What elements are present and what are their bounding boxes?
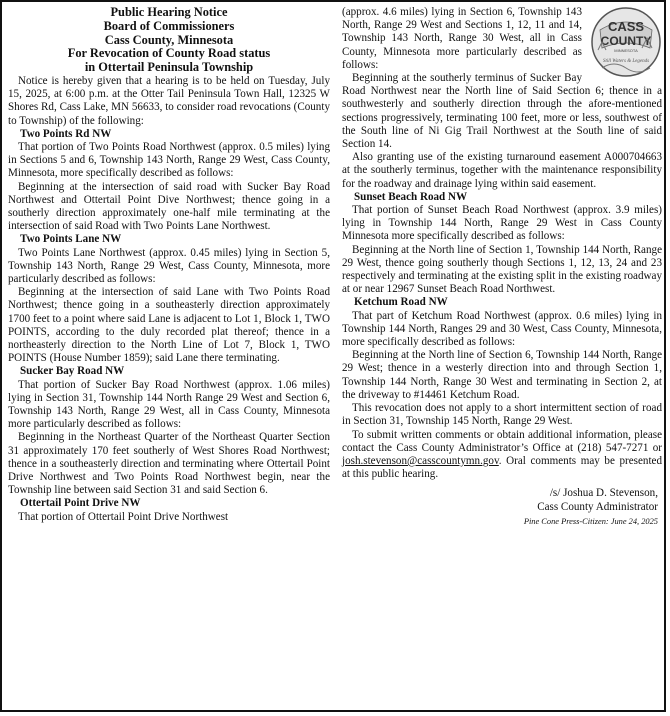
contact-text-after: . Oral comments may be presented at this public hearing. (342, 454, 662, 481)
logo-word-minnesota: MINNESOTA (614, 48, 638, 53)
cass-county-logo (586, 4, 666, 80)
contact-paragraph (342, 429, 662, 482)
ottertail-point-description-continued: (approx. 4.6 miles) lying in Section 6, Township 143 North, Range 29 West and Sections 1, 12, 11 and 14, Township 143 North, Range 30 West, all in Cass County, Minnesota more particularly described as follows: (342, 6, 582, 71)
sucker-bay-route: Beginning in the Northeast Quarter of the Northeast Quarter Section 31 approximately 170 feet southerly of West Shores Road Northwest; thence in a southeasterly direction and terminating where Ottertail Point Drive Northwest and Two Points Road Northwest begin, near the Township line between said Section 31 and said Section 6. (8, 431, 330, 497)
notice-board: Board of Commissioners (103, 18, 235, 33)
ketchum-description: That part of Ketchum Road Northwest (approx. 0.6 miles) lying in Township 144 North, Ranges 29 and 30 West, Cass County, Minnesota, more specifically described as follows: (342, 309, 662, 349)
signature-title: Cass County Administrator (537, 500, 658, 513)
right-column (342, 6, 662, 528)
ottertail-point-route: Beginning at the southerly terminus of Sucker Bay Road Northwest near the North line of Said Section 6; thence in a southwesterly and southerly direction through the afore-mentioned sections progressively, terminating 100 feet, more or less, southwest of the South line of Ni Gig Trail Northwest at the South line of said Section 14. (342, 72, 662, 151)
logo-word-cass: CASS (607, 19, 645, 34)
cass-county-emblem-icon (586, 4, 666, 80)
ketchum-route: Beginning at the North line of Section 6, Township 144 North, Range 29 West; thence in a westerly direction into and through Section 1, Township 144 North, Range 30 West and terminating in Section 2, at the driveway to #14461 Ketchum Road. (342, 349, 662, 401)
logo-tagline: Still Waters & Legends (602, 59, 650, 64)
left-column (8, 6, 330, 524)
section-heading-two-points-ln: Two Points Lane NW (20, 233, 122, 246)
two-points-rd-route: Beginning at the intersection of said road with Sucker Bay Road Northwest and Ottertail Point Dive Northwest; thence going in a southerly direction approximately one-half mile terminating at the intersection of said Road with Two Points Lane Northwest. (8, 180, 330, 233)
notice-purpose: For Revocation of County Road status (67, 46, 271, 61)
two-points-ln-route: Beginning at the intersection of said Lane with Two Points Road Northwest; thence going in a southeasterly direction approximately 1700 feet to a point where said Lane is adjacent to Lot 1, Block 1, TWO POINTS, according to the duly recorded plat thereof; thence in a northeasterly direction to the North Line of Lot 7, Block 1, TWO POINTS (House Number 1859); said Lane there terminating. (8, 286, 330, 365)
notice-county: Cass County, Minnesota (104, 32, 234, 47)
two-points-rd-description: That portion of Two Points Road Northwest (approx. 0.5 miles) lying in Sections 5 and 6, Township 143 North, Range 29 West, Cass County, Minnesota, more specifically described as follows: (8, 141, 330, 180)
section-heading-ketchum: Ketchum Road NW (354, 296, 448, 309)
section-heading-ottertail-point: Ottertail Point Drive NW (20, 497, 141, 510)
signature-name: /s/ Joshua D. Stevenson, (549, 487, 658, 500)
signature-block (342, 487, 662, 513)
revocation-exception: This revocation does not apply to a short intermittent section of road in Section 31, Township 145 North, Range 29 West. (342, 402, 662, 428)
notice-township: in Ottertail Peninsula Township (84, 60, 254, 75)
intro-paragraph: Notice is hereby given that a hearing is to be held on Tuesday, July 15, 2025, at 6:00 p.m. at the Otter Tail Peninsula Town Hall, 12325 W Shores Rd, Cass Lake, MN 56633, to consider road revocations (County to Township) of the following: (8, 74, 330, 127)
logo-word-county: COUNTY (600, 34, 652, 48)
ottertail-point-description: That portion of Ottertail Point Drive Northwest (18, 510, 229, 523)
sunset-beach-route: Beginning at the North line of Section 1, Township 144 North, Range 29 West, thence going southerly though Sections 1, 12, 13, 24 and 23 respectively and terminating at the existing split in the existing roadway at or near 12967 Sunset Beach Road Northwest. (342, 243, 662, 296)
contact-text-before: To submit written comments or obtain additional information, please contact the Cass County Administrator’s Office at (218) 547-7271 or (342, 428, 662, 454)
publication-line: Pine Cone Press-Citizen: June 24, 2025 (523, 516, 658, 526)
sucker-bay-description: That portion of Sucker Bay Road Northwest (approx. 1.06 miles) lying in Section 31, Township 144 North Range 29 West and Section 6, Township 143 North, Range 29 West, all in Cass County, Minnesota more particularly described as follows: (8, 378, 330, 431)
sunset-beach-description: That portion of Sunset Beach Road Northwest (approx. 3.9 miles) lying in Township 144 North, Range 29 West in Cass County Minnesota more specifically described as follows: (342, 204, 662, 243)
section-heading-two-points-rd: Two Points Rd NW (20, 127, 112, 140)
ottertail-point-easement: Also granting use of the existing turnaround easement A000704663 at the southerly terminus, together with the maintenance responsibility for the roadway and drainage lying within said easement. (342, 151, 662, 190)
notice-title: Public Hearing Notice (110, 5, 228, 19)
section-heading-sunset-beach: Sunset Beach Road NW (354, 190, 468, 203)
section-heading-sucker-bay: Sucker Bay Road NW (20, 365, 125, 378)
two-points-ln-description: Two Points Lane Northwest (approx. 0.45 miles) lying in Section 5, Township 143 North, Range 29 West, Cass County, Minnesota, more particularly described as follows: (8, 246, 330, 286)
contact-email-link[interactable]: josh.stevenson@casscountymn.gov (342, 454, 499, 467)
